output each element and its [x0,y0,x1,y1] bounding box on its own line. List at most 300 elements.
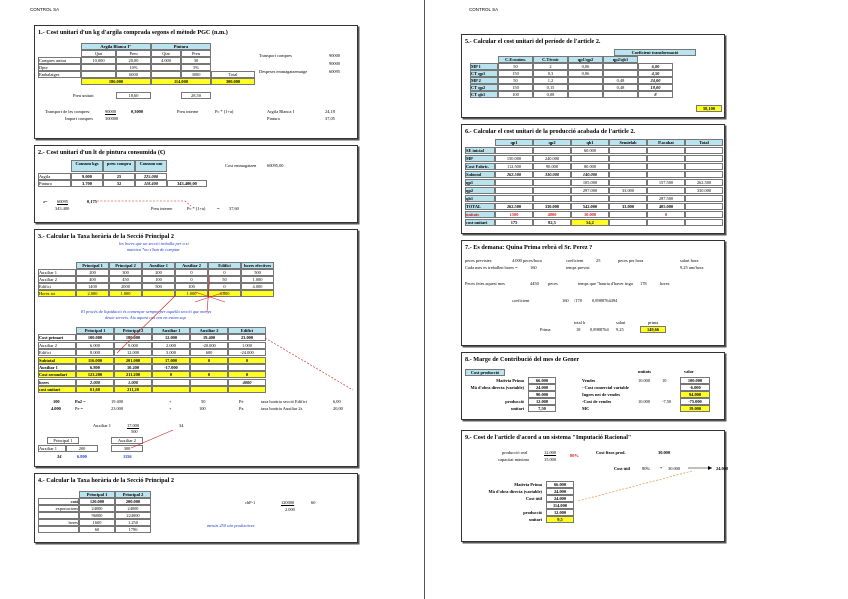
row-label: Hores tot [38,290,76,297]
section-6 [461,124,725,234]
cell: 4000 [228,379,266,386]
cell: 60 [79,526,115,533]
label: prima [648,320,659,325]
cell: 0 [175,276,208,283]
label: Auxiliar 1 [93,423,111,428]
section-title: 3.- Calcular la Taxa horària de la Secció Principal 2 [38,233,175,240]
page-right [424,0,848,599]
label: + [169,406,172,411]
cell: 262.500 [495,203,533,210]
cell: 50 [498,77,533,84]
cell [685,163,723,170]
cell: 50 [498,63,533,70]
cell: 200 [66,445,98,452]
col-header: Principal 1 [76,327,114,334]
value: 37,60 [229,206,239,211]
row-label: hores [38,519,79,526]
label: peces [548,281,558,286]
value: 9,25 um/hora [680,265,704,270]
total-cell: 114.000 [151,78,211,85]
cell: 96000 [79,512,115,519]
cell: 90.000 [528,391,556,398]
label: Import compres [65,116,93,121]
label: coeficient [566,258,584,263]
value: 23.000 [111,406,124,411]
label: total h [574,320,586,325]
cell: 10.200 [114,364,152,371]
row-label: Dpte [38,64,81,71]
row-label: MP 2 [470,77,498,84]
label: Transport compres [259,53,292,58]
cell: 33.000 [609,203,647,210]
label: Pe [239,399,244,404]
label: capacitat màxima [498,457,529,462]
section-3 [34,229,358,467]
value: 160 [562,298,569,303]
value: 60095 [329,69,340,74]
row-label: Auxiliar 2 [38,276,76,283]
cell [533,179,571,186]
col-header: Auxiliar 2 [190,327,228,334]
cell: 0,08 [533,91,568,98]
cell: -75.000 [680,398,710,405]
cell: 100 [175,283,208,290]
value: 60095,00 [267,163,284,168]
cell [609,163,647,170]
row-label: qb1 [465,195,495,202]
cell [609,147,647,154]
label: Pa2 = [75,399,86,404]
cell: 123.200 [76,371,114,378]
row-label [38,512,79,519]
col-header: Principal 2 [115,491,151,498]
cell: 17.000 [152,357,190,364]
col-header: Pintura [151,43,211,50]
col-header: Edifici [228,327,266,334]
cell: 1.000 [175,290,208,297]
cell: 10% [116,64,151,71]
total-cell: 58,100 [696,105,722,112]
cell: 24,00 [638,77,673,84]
annotation-arrows [462,431,729,543]
cell [495,195,533,202]
cell [609,155,647,162]
cell [568,91,603,98]
cell: 1400 [76,283,109,290]
row-label: Cost Fabric. [465,163,495,170]
cell [685,195,723,202]
cell: 0 [228,357,266,364]
cell: 24.000 [546,488,574,495]
cell: 0 [208,283,241,290]
cell: 10.000 [571,211,609,218]
cell [685,171,723,178]
cell: 1.250 [115,519,151,526]
cell: 10 [662,378,667,383]
cell: 600 [190,349,228,356]
col-header: Argila Blanca I" [81,43,151,50]
row-label: Pintura [38,180,71,187]
cell: 450 [109,276,142,283]
cell: 12.000 [152,334,190,341]
value: 30.000 [658,450,671,455]
row-label: -Cost de vendes [582,399,612,404]
label: taxa horària Auxiliar 2s [261,406,303,411]
cell: 0,48 [603,84,638,91]
cell: 200 [142,269,175,276]
cell: 0 [228,371,266,378]
row-label: Vendes [582,378,596,383]
cell [81,71,116,78]
value: 4.000 peces/hora [512,258,542,263]
row-label: cost unitari [38,386,76,393]
cell: 0,3 [533,70,568,77]
value: 2.000 [285,507,295,512]
row-label: unitari [511,406,524,411]
row-label: CT qp2 [470,84,498,91]
cell [495,179,533,186]
cell: 24000 [115,505,151,512]
cell: 211,20 [114,386,152,393]
cell: 4.000 [241,283,274,290]
cell: 32 [103,180,135,187]
cell: 0,06 [568,63,603,70]
row-label: Mà d'obra directa (variable) [470,385,524,390]
cell: -17.000 [152,364,190,371]
value: 100 [53,399,60,404]
cell: 542.000 [571,203,609,210]
cell: 24000 [79,505,115,512]
row-label: Cost primari [38,334,76,341]
label: Pa [239,406,244,411]
cell: -24.000 [228,349,266,356]
col-header: Principal 1 [79,491,115,498]
cell: 262.500 [685,179,723,186]
row-label: Mà d'obra directa (variable) [488,489,542,494]
cell: 2.000 [76,290,109,297]
col-header: qp2 [533,139,571,146]
value: 100 [199,406,206,411]
cell [647,171,685,178]
row-label: TOTAL [465,203,495,210]
formula: Pc * (1+a) [187,206,206,211]
cell: 3.700 [71,180,103,187]
value: 300000 [105,116,119,121]
cell: 1.000 [109,290,142,297]
label: Preu unitari [73,93,94,98]
col-header: qp1/qp2 [568,56,603,63]
cell: 0 [647,211,685,218]
cell: 330.000 [533,171,571,178]
row-label: unitari [529,517,542,522]
col-header: Total [211,71,255,78]
label: Pe = [75,406,83,411]
cell: 33.000 [609,187,647,194]
label: Despeses emmagatzematge [259,69,308,74]
cell: 1.000 [241,276,274,283]
cell: 114.000 [546,502,574,509]
cell [571,195,609,202]
note: mateixa *no s'han de comptar [127,247,180,252]
value: 343.400 [55,206,70,211]
note: menús 250 són productives [207,523,255,528]
label: salari hora [680,258,699,263]
cell: 12.000 [114,349,152,356]
cell: 3000 [181,71,211,78]
cell: 6.000 [76,342,114,349]
row-label: producció [523,510,542,515]
value: 160 [530,265,537,270]
row-label: SE inicial [465,147,495,154]
cell: 200 [76,269,109,276]
col-header: Cost producció [465,369,505,376]
cell: 2000 [109,283,142,290]
cell: 1,2 [533,77,568,84]
cell: 0 [152,371,190,378]
cell [533,147,571,154]
value: 12.000 [544,450,557,455]
cell: 201.000 [114,357,152,364]
value: 15.000 [544,457,557,462]
cell: 3.000 [152,349,190,356]
value: 25 [596,258,601,263]
cell: 10.000 [638,378,651,383]
cell: 150 [498,84,533,91]
section-title: 1.- Cost unitari d'un kg d'argila comprada segons el mètode PGC (n.m.) [38,29,228,36]
cell: 262.500 [495,171,533,178]
col-header: Auxiliar 1 [152,327,190,334]
cell [571,155,609,162]
cell: 6.800 [76,364,114,371]
row-label: Auxiliar 1 [38,364,76,371]
cell [81,64,116,71]
row-label: Cost secundari [38,371,76,378]
page-header: CONTROL SA [469,7,499,12]
row-label: Auxiliar 2 [38,342,76,349]
row-label: CT qp1 [470,70,498,77]
result-cell: 149,66 [640,326,666,333]
cell: 19.400 [190,334,228,341]
value: 37,05 [325,116,335,121]
cell: 2.000 [76,379,114,386]
label: Pintura [267,116,280,121]
label: Cada mes es treballen hores = [465,265,518,270]
section-9 [461,430,729,542]
row-label: Auxiliar 1 [38,269,76,276]
cell: 500 [142,283,175,290]
cell: 9.000 [71,173,103,180]
label: Cost fixos prod. [596,450,626,455]
cell: 19.000 [680,405,710,412]
value: /178 [574,298,582,303]
cell: 175 [495,219,533,226]
cell: 20,00 [116,57,151,64]
label: = [217,206,220,211]
value: 60 [311,500,316,505]
col-header: Edifici [208,262,241,269]
row-label: exportacions [38,505,79,512]
section-5 [461,34,725,118]
row-label: unitats [465,211,495,218]
value: 90000 [329,53,340,58]
cell: 24.000 [546,495,574,502]
cell: 4.000 [151,57,181,64]
label: + [169,399,172,404]
cell: 94.000 [680,391,710,398]
cell: 60.000 [571,147,609,154]
label: Preu interne [177,109,199,114]
col-header: Coeficient transformació [614,49,696,56]
label: taxa horària secció Edifici [261,399,307,404]
value: 0,175 [87,199,97,204]
label: producció real [502,450,528,455]
cell: 23.000 [228,334,266,341]
cell: 4000 [533,211,571,218]
cell: -7,50 [662,399,672,404]
cell: 330.000 [685,187,723,194]
value: 90000 [105,109,116,114]
cell: 330.000 [533,203,571,210]
section-title: 4.- Calcular la Taxa horària de la Secció Principal 2 [38,477,175,484]
cell: 2 [533,63,568,70]
cell: -6.000 [680,384,710,391]
section-title: 6.- Calcular el cost unitari de la producció acabada de l'article 2. [465,128,636,135]
cell [685,203,723,210]
cell: 66.000 [546,481,574,488]
row-label: Edifici [38,349,76,356]
cell: 90.000 [533,163,571,170]
cell: 0,06 [568,70,603,77]
cell [647,155,685,162]
col-header: qp1 [495,139,533,146]
section-8 [461,352,725,420]
label: Argila Blanca I [267,109,294,114]
row-label: Matèria Prima [514,482,542,487]
cell: 297.000 [571,187,609,194]
cell: 300 [109,269,142,276]
cell: 180.000 [114,334,152,341]
cell [568,84,603,91]
cell: 0 [175,269,208,276]
col-header: C.Econòm. [498,56,533,63]
section-title: 2.- Cost unitari d'un lt de pintura consumida (€) [38,149,166,156]
col-header: Principal 1 [47,437,79,444]
col-header: Auxiliar 2 [111,437,143,444]
cell: 5% [181,64,211,71]
col-header: valor [684,369,694,374]
label: temps previst [566,265,590,270]
label: Cost útil [614,466,630,471]
cell [568,77,603,84]
cell: 4.000 [208,290,241,297]
cell [603,70,638,77]
row-label: Matèria Prima [496,378,524,383]
cell: 8.000 [76,349,114,356]
label: peces per hora [618,258,644,263]
row-label: hores [38,379,76,386]
cell: 1796 [115,526,151,533]
note: deute serveis. Aix aquest cas ens en estem sup [105,315,186,320]
value: 500 [131,429,138,434]
page-header: CONTROL SA [30,7,60,12]
col-header: C.Tècnic [533,56,568,63]
cell: 157.500 [647,179,685,186]
cell: 54,2 [571,219,609,226]
formula: Pc * (1+a) [215,109,234,114]
cell [685,211,723,218]
value: 0,8988764 [590,327,609,332]
cell [609,179,647,186]
row-label: cost unitari [465,219,495,226]
value: 50 [201,399,206,404]
value: 4.000 [51,406,61,411]
cell [609,171,647,178]
row-label: Edifici [38,283,76,290]
cell: 150 [498,70,533,77]
cell: 4,50 [638,70,673,77]
section-4 [34,473,358,543]
section-title: 5.- Calcular el cost unitari del període de l'article 2. [465,38,601,45]
cell: -20.000 [190,342,228,349]
value: 18 [576,327,581,332]
label: chP-1 [245,500,256,505]
cell: 287.500 [647,195,685,202]
section-2 [34,145,358,223]
cell [685,155,723,162]
cell: 80.000 [571,163,609,170]
cell: 24.000 [528,384,556,391]
row-label: Subtotal [465,171,495,178]
row-label: MP [465,155,495,162]
value: 9,25 [616,327,624,332]
cell: 0,48 [603,77,638,84]
total-cell: 186.000 [81,78,151,85]
section-title: 7.- Es demana: Quina Prima rebrà el Sr. Perez ? [465,244,593,251]
label: coeficient [512,298,530,303]
cell: 211.200 [114,371,152,378]
value: 0,3000 [131,109,144,114]
col-header: Consum kgs [71,160,103,172]
label: * [660,466,663,471]
col-header: Semielab [609,139,647,146]
row-label: Subtotal [38,357,76,364]
cell: 1.000 [114,379,152,386]
cell: 116.000 [76,357,114,364]
cell: 10.000 [81,57,116,64]
cell: 0 [190,371,228,378]
cell [609,219,647,226]
cell: 140.000 [571,171,609,178]
cell [533,187,571,194]
label: salari [616,320,626,325]
cell: 343.400,00 [167,180,207,187]
value: 6.800 [77,454,87,459]
value: 28,50 [181,92,211,99]
value: 24.000 [716,466,729,471]
cell: 0 [208,269,241,276]
col-sub: Preu [116,50,151,57]
cell: 105.000 [571,179,609,186]
cell: 120.000 [79,498,115,505]
cell: 118.400 [135,180,167,187]
cell [647,147,685,154]
row-label: Auxiliar 1 [38,445,66,452]
cell: 7,50 [528,405,556,412]
cell: 6000 [116,71,151,78]
value: 24,18 [325,109,335,114]
value: 30.000 [668,466,681,471]
cell: 9,5 [546,516,574,523]
